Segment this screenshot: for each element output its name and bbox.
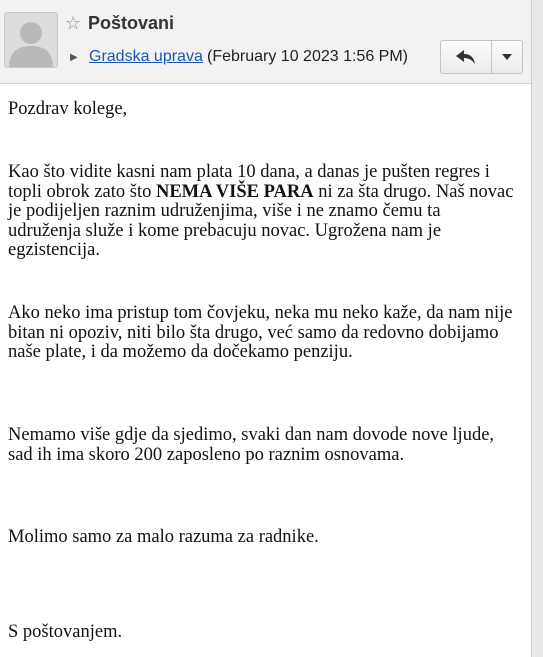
reply-button-group <box>440 40 523 74</box>
reply-icon <box>456 50 476 64</box>
more-options-button[interactable] <box>492 41 522 73</box>
expand-details-icon[interactable]: ▶ <box>70 52 78 63</box>
user-silhouette-icon <box>5 13 57 67</box>
paragraph-3: Nemamo više gdje da sjedimo, svaki dan nam dovode nove ljude, sad ih ima skoro 200 zaposleno po raznim osnovama. <box>8 425 495 465</box>
paragraph-1: Kao što vidite kasni nam plata 10 dana, a danas je pušten regres i topli obrok zato što NEMA VIŠE PARA ni za šta drugo. Naš novac je podijeljen raznim udruženjima, više i ne znamo čemu ta udruženja služe i kome prebacuju novac. Ugrožena nam je egzistencija. <box>8 162 514 260</box>
sender-link[interactable]: Gradska uprava <box>89 48 203 65</box>
email-date: (February 10 2023 1:56 PM) <box>207 48 408 65</box>
reply-button[interactable] <box>441 41 492 73</box>
star-icon[interactable]: ☆ <box>65 13 82 34</box>
chevron-down-icon <box>502 54 512 60</box>
email-subject: Poštovani <box>88 13 175 33</box>
paragraph-2: Ako neko ima pristup tom čovjeku, neka mu neko kaže, da nam nije bitan ni opoziv, niti bilo šta drugo, već samo da redovno dobijamo naše plate, i da možemo da dočekamo penziju. <box>8 303 513 362</box>
sender-avatar <box>4 12 58 68</box>
closing: S poštovanjem. <box>8 622 123 642</box>
email-header <box>0 0 531 84</box>
emphasis-text: NEMA VIŠE PARA <box>155 181 314 202</box>
paragraph-4: Molimo samo za malo razuma za radnike. <box>8 527 319 547</box>
greeting: Pozdrav kolege, <box>8 99 128 119</box>
